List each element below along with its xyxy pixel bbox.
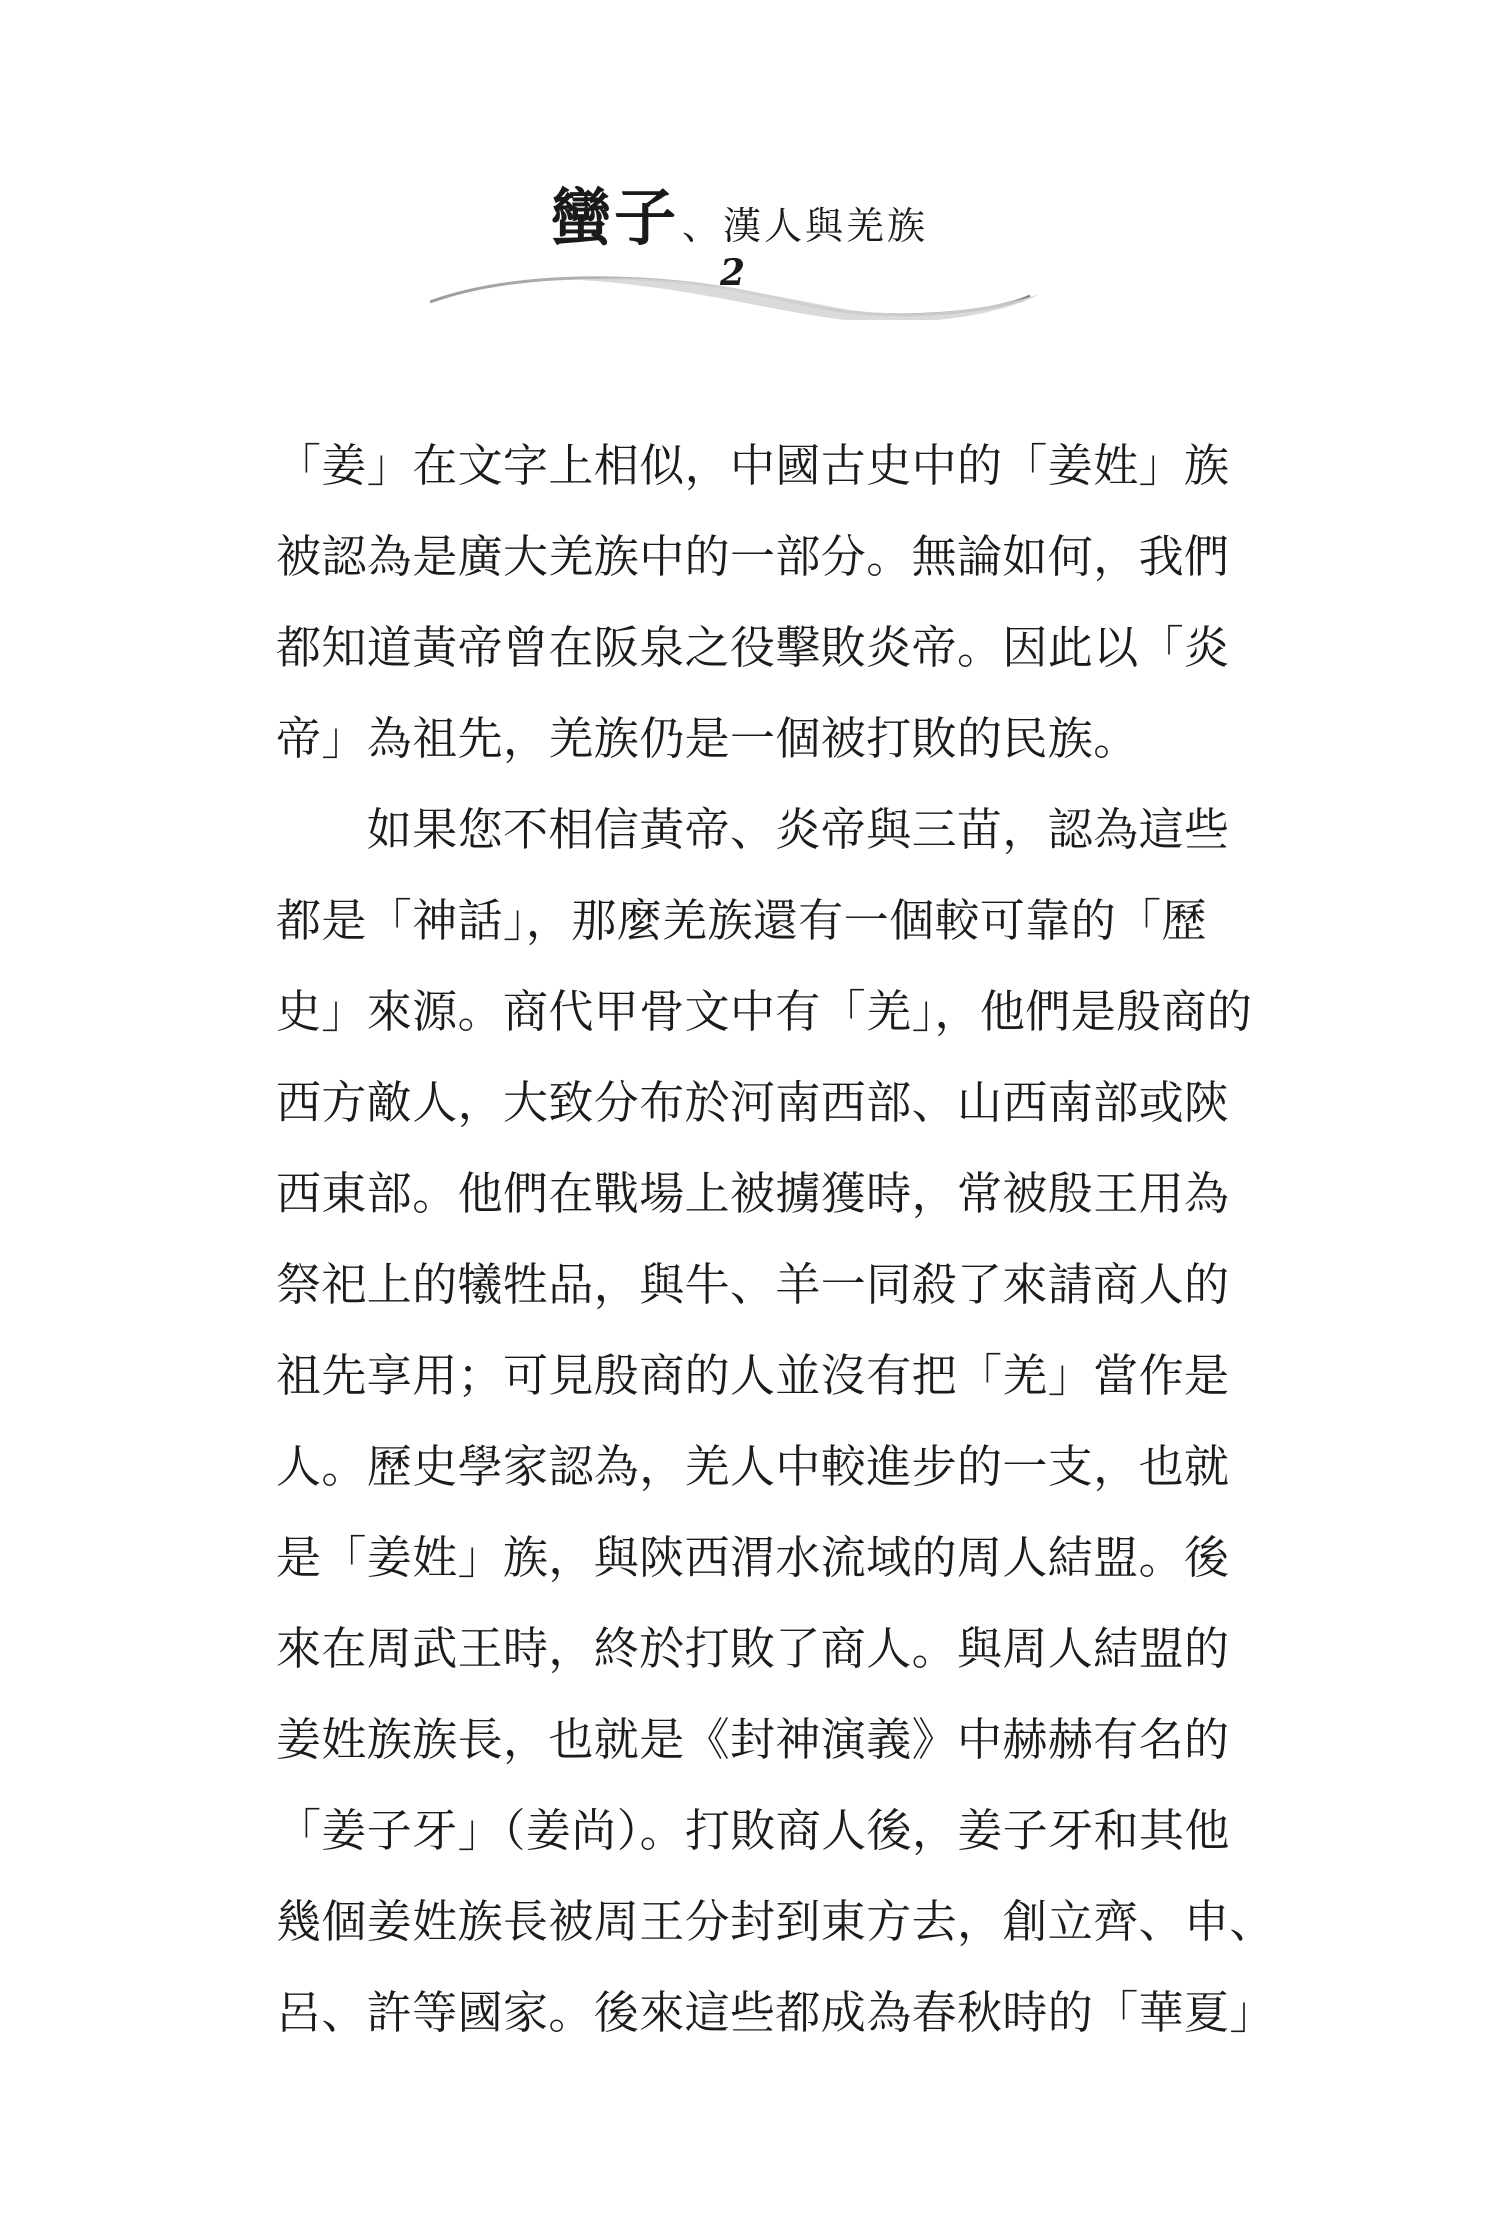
text-line: 都是「神話」，那麼羌族還有一個較可靠的「歷 <box>276 894 1207 947</box>
text-line: 西東部。他們在戰場上被擄獲時，常被殷王用為 <box>276 1167 1230 1220</box>
page-number: 2 <box>720 252 746 294</box>
body-text <box>276 420 1275 2058</box>
text-line: 被認為是廣大羌族中的一部分。無論如何，我們 <box>276 530 1230 583</box>
text-line: 呂、許等國家。後來這些都成為春秋時的「華夏」 <box>276 1986 1275 2039</box>
text-line: 祖先享用；可見殷商的人並沒有把「羌」當作是 <box>276 1349 1230 1402</box>
running-header <box>430 150 1050 320</box>
text-line: 史」來源。商代甲骨文中有「羌」，他們是殷商的 <box>276 985 1253 1038</box>
text-line: 西方敵人，大致分布於河南西部、山西南部或陝 <box>276 1076 1230 1129</box>
text-line: 人。歷史學家認為，羌人中較進步的一支，也就 <box>276 1440 1230 1493</box>
text-line: 是「姜姓」族，與陝西渭水流域的周人結盟。後 <box>276 1531 1230 1584</box>
header-title-rest: 、漢人與羌族 <box>682 204 929 248</box>
text-line: 祭祀上的犧牲品，與牛、羊一同殺了來請商人的 <box>276 1258 1230 1311</box>
header-title-main: 蠻子 <box>550 181 679 254</box>
text-line: 帝」為祖先，羌族仍是一個被打敗的民族。 <box>276 712 1139 765</box>
text-line: 都知道黃帝曾在阪泉之役擊敗炎帝。因此以「炎 <box>276 621 1230 674</box>
text-line: 姜姓族族長，也就是《封神演義》中赫赫有名的 <box>276 1713 1230 1766</box>
running-header-title <box>550 168 928 257</box>
text-line: 如果您不相信黃帝、炎帝與三苗，認為這些 <box>276 803 1230 856</box>
text-line: 「姜子牙」（姜尚）。打敗商人後，姜子牙和其他 <box>276 1804 1230 1857</box>
text-line: 幾個姜姓族長被周王分封到東方去，創立齊、申、 <box>276 1895 1275 1948</box>
text-line: 來在周武王時，終於打敗了商人。與周人結盟的 <box>276 1622 1230 1675</box>
text-line: 「姜」在文字上相似，中國古史中的「姜姓」族 <box>276 439 1230 492</box>
